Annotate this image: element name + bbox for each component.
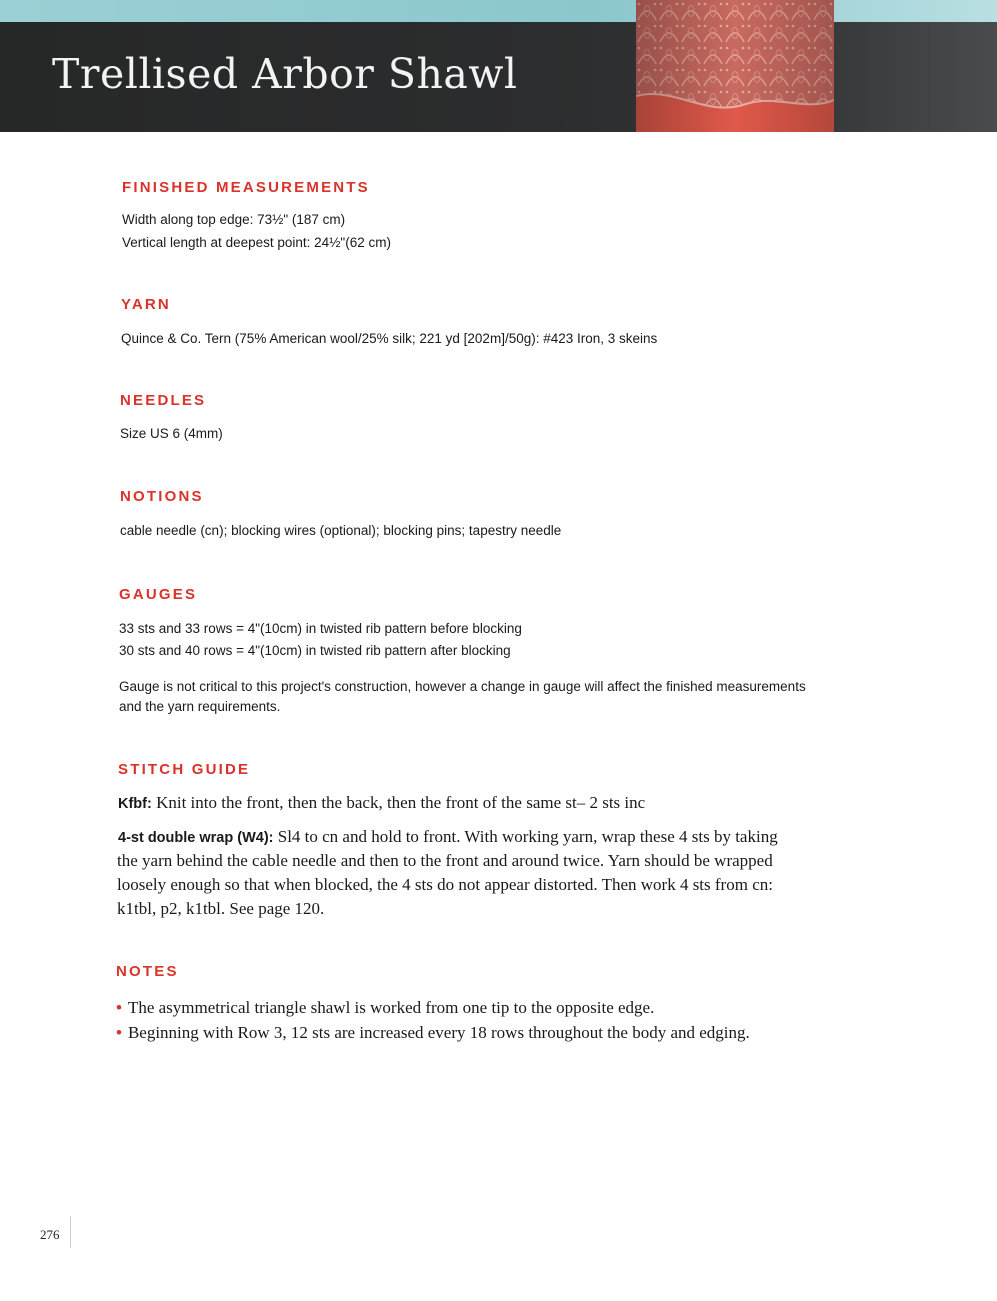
gauge-after-blocking: 30 sts and 40 rows = 4"(10cm) in twisted rib pattern after blocking xyxy=(119,643,511,658)
measurement-length: Vertical length at deepest point: 24½"(62 cm) xyxy=(122,235,391,250)
lace-shawl-photo xyxy=(636,0,834,132)
finished-measurements-heading: FINISHED MEASUREMENTS xyxy=(122,179,370,196)
notions-text: cable needle (cn); blocking wires (optional); blocking pins; tapestry needle xyxy=(120,523,562,538)
gauges-heading: GAUGES xyxy=(119,586,198,603)
gauge-before-blocking: 33 sts and 33 rows = 4"(10cm) in twisted rib pattern before blocking xyxy=(119,621,522,636)
banner-sky-strip xyxy=(0,0,997,22)
notes-item xyxy=(116,1023,750,1043)
gauge-note-line: and the yarn requirements. xyxy=(119,699,281,714)
needles-heading: NEEDLES xyxy=(120,392,207,409)
bullet-icon: • xyxy=(116,1023,122,1042)
kfbf-text: Knit into the front, then the back, then the front of the same st– 2 sts inc xyxy=(156,793,646,812)
w4-text-line: the yarn behind the cable needle and then to the front and around twice. Yarn should be wrapped xyxy=(117,851,773,870)
notes-heading: NOTES xyxy=(116,963,179,980)
measurement-width: Width along top edge: 73½" (187 cm) xyxy=(122,212,346,227)
page-title: Trellised Arbor Shawl xyxy=(52,50,518,98)
w4-text-line: loosely enough so that when blocked, the 4 sts do not appear distorted. Then work 4 sts from cn: xyxy=(117,875,773,894)
w4-term: 4-st double wrap (W4): xyxy=(118,830,274,846)
w4-first-line: Sl4 to cn and hold to front. With working yarn, wrap these 4 sts by taking xyxy=(277,827,778,846)
stitch-guide-heading: STITCH GUIDE xyxy=(118,761,251,778)
needles-text: Size US 6 (4mm) xyxy=(120,426,223,441)
w4-definition xyxy=(118,827,778,847)
yarn-text: Quince & Co. Tern (75% American wool/25% silk; 221 yd [202m]/50g): #423 Iron, 3 skeins xyxy=(121,331,658,346)
notes-item-text: Beginning with Row 3, 12 sts are increased every 18 rows throughout the body and edging. xyxy=(127,1023,750,1042)
gauge-note-line: Gauge is not critical to this project's construction, however a change in gauge will affect the finished measurements xyxy=(119,679,806,694)
notes-item-text: The asymmetrical triangle shawl is worked from one tip to the opposite edge. xyxy=(127,998,655,1017)
bullet-icon: • xyxy=(116,998,122,1017)
notions-heading: NOTIONS xyxy=(120,488,204,505)
notes-item xyxy=(116,998,654,1018)
kfbf-definition xyxy=(118,793,645,813)
folio-divider xyxy=(70,1216,71,1248)
yarn-heading: YARN xyxy=(121,296,171,313)
page-number: 276 xyxy=(40,1227,60,1242)
w4-text-line: k1tbl, p2, k1tbl. See page 120. xyxy=(117,899,325,918)
title-banner xyxy=(0,0,997,132)
kfbf-term: Kfbf: xyxy=(118,796,152,812)
